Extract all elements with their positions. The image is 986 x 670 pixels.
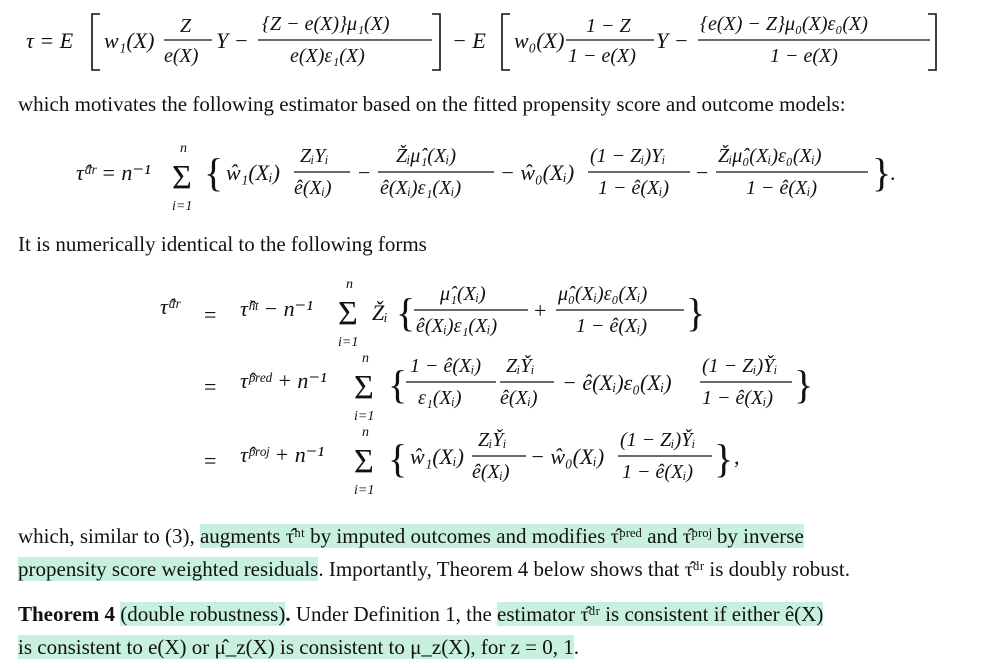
- eq3-lhs: τ̂ᵈʳ: [160, 294, 180, 319]
- eq2-f1-den: ê(Xᵢ): [294, 177, 332, 199]
- eq1-frac2-den: e(X)ε₁(X): [290, 45, 365, 67]
- eq3-row2-sum-top: n: [362, 351, 369, 366]
- theorem-highlight2: is consistent to e(X) or μ̂_z(X) is consistent to μ_z(X), for z = 0, 1: [18, 635, 574, 659]
- eq3-row1-sum-bot: i=1: [338, 335, 359, 350]
- eq3-row2-sigma: Σ: [354, 369, 374, 406]
- eq1-frac4-num: {e(X) − Z}μ₀(X)ε₀(X): [700, 13, 868, 35]
- eq1-frac1-num: Z: [180, 15, 192, 37]
- eq3-row2-f2-num: ZᵢY̌ᵢ: [506, 355, 535, 377]
- eq3-row3-brace-right: }: [714, 436, 734, 481]
- eq3-row2-mid: − ê(Xᵢ)ε₀(Xᵢ): [562, 370, 672, 395]
- eq3-row2-brace-right: }: [794, 362, 814, 407]
- eq2-lhs: τ̂ᵈʳ = n⁻¹: [76, 160, 151, 185]
- eq2-f2-den: ê(Xᵢ)ε₁(Xᵢ): [380, 177, 462, 199]
- eq3-row3-eq: =: [204, 448, 217, 473]
- eq3-row3-sigma: Σ: [354, 443, 374, 480]
- eq3-row1-lead: τ̂ʰᵗ − n⁻¹: [240, 296, 313, 321]
- eq1-term1: w₁(X): [104, 28, 155, 53]
- eq2-sum-bot: i=1: [172, 199, 193, 214]
- eq2-f3-den: 1 − ê(Xᵢ): [598, 177, 670, 199]
- eq2-brace-left: {: [204, 150, 224, 195]
- eq1-bracket2-right: [928, 14, 936, 70]
- eq1-frac1-den: e(X): [164, 45, 199, 67]
- eq3-row1-f1-den: ê(Xᵢ)ε₁(Xᵢ): [416, 315, 498, 337]
- theorem-text1: Under Definition 1, the: [290, 602, 498, 626]
- theorem-highlight1: estimator τ̂ᵈʳ is consistent if either ê(X): [497, 602, 824, 626]
- eq3-row3-f1-den: ê(Xᵢ): [472, 461, 510, 483]
- eq3-row2-brace-left: {: [388, 362, 408, 407]
- paragraph-identical: It is numerically identical to the following forms: [18, 232, 427, 256]
- eq1-mid: − E: [452, 28, 486, 53]
- eq3-row2-f1-den: ε₁(Xᵢ): [418, 387, 462, 409]
- eq1-frac2-num: {Z − e(X)}μ₁(X): [262, 13, 390, 35]
- eq3-row3-f2-num: (1 − Zᵢ)Y̌ᵢ: [620, 429, 696, 451]
- eq3-row2-sum-bot: i=1: [354, 409, 375, 424]
- eq1-y1: Y −: [216, 28, 249, 53]
- eq3-row3-sum-bot: i=1: [354, 483, 375, 498]
- theorem-line2: [18, 631, 968, 663]
- eq1-bracket2-left: [502, 14, 510, 70]
- theorem-paren: (double robustness): [120, 602, 286, 626]
- eq2-minus1: −: [358, 160, 371, 185]
- eq1-bracket-left: [92, 14, 100, 70]
- paragraph-augments-line1: [18, 520, 968, 552]
- eq3-row2-f3-den: 1 − ê(Xᵢ): [702, 387, 774, 409]
- paragraph-motivation: which motivates the following estimator based on the fitted propensity score and outcome models:: [18, 92, 846, 116]
- eq3-row1-sigma: Σ: [338, 295, 358, 332]
- eq3-row3-f1-num: ZᵢY̌ᵢ: [478, 429, 507, 451]
- para3-text-a: which, similar to (3),: [18, 524, 200, 548]
- eq3-row2-f3-num: (1 − Zᵢ)Y̌ᵢ: [702, 355, 778, 377]
- eq3-row1-plus: +: [534, 298, 547, 323]
- eq3-row1-sum-top: n: [346, 277, 353, 292]
- para3-text-d: . Importantly, Theorem 4 below shows that τ̂ᵈʳ is doubly robust.: [318, 557, 850, 581]
- eq3-row2-f2-den: ê(Xᵢ): [500, 387, 538, 409]
- eq3-row3-brace-left: {: [388, 436, 408, 481]
- paragraph-augments-line2: [18, 553, 968, 585]
- theorem-dot: .: [285, 602, 291, 626]
- eq3-row1-f2-num: μ̂₀(Xᵢ)ε₀(Xᵢ): [558, 283, 648, 305]
- eq1-frac4-den: 1 − e(X): [770, 45, 838, 67]
- equation-dr-estimator: [0, 130, 986, 220]
- eq1-frac3-den: 1 − e(X): [568, 45, 636, 67]
- eq2-f1-num: ZᵢYᵢ: [300, 145, 329, 167]
- eq2-end: .: [890, 160, 896, 185]
- eq2-minus2: −: [696, 160, 709, 185]
- eq3-row3-f2-den: 1 − ê(Xᵢ): [622, 461, 694, 483]
- equation-forms: [0, 272, 986, 508]
- eq3-row3-sum-top: n: [362, 425, 369, 440]
- eq2-w0: − ŵ₀(Xᵢ): [500, 160, 575, 185]
- eq2-f4-num: Žᵢμ̂₀(Xᵢ)ε₀(Xᵢ): [718, 145, 822, 167]
- eq3-row1-z: Žᵢ: [372, 300, 388, 325]
- equation-tau-identity: [0, 0, 986, 80]
- eq2-sigma: Σ: [172, 159, 192, 196]
- para3-highlight-b: augments τ̂ʰᵗ by imputed outcomes and modifies τ̂ᵖʳᵉᵈ and τ̂ᵖʳᵒʲ by inverse: [199, 524, 804, 548]
- eq3-row3-end: ,: [734, 444, 740, 469]
- eq1-frac3-num: 1 − Z: [586, 15, 631, 37]
- eq2-f4-den: 1 − ê(Xᵢ): [746, 177, 818, 199]
- eq3-row2-eq: =: [204, 374, 217, 399]
- eq3-row3-lead: τ̂ᵖʳᵒʲ + n⁻¹: [240, 442, 324, 467]
- eq2-brace-right: }: [872, 150, 892, 195]
- eq1-lhs: τ = E: [26, 28, 74, 53]
- eq3-row1-eq: =: [204, 302, 217, 327]
- eq3-row1-f2-den: 1 − ê(Xᵢ): [576, 315, 648, 337]
- theorem-end: .: [573, 635, 579, 659]
- eq3-row1-brace-left: {: [396, 290, 416, 335]
- eq3-row1-f1-num: μ̂₁(Xᵢ): [440, 283, 486, 305]
- eq2-f3-num: (1 − Zᵢ)Yᵢ: [590, 145, 666, 167]
- eq2-w1: ŵ₁(Xᵢ): [226, 160, 280, 185]
- eq3-row1-brace-right: }: [686, 290, 706, 335]
- theorem-label: Theorem 4: [18, 602, 116, 626]
- eq3-row3-w0: − ŵ₀(Xᵢ): [530, 444, 605, 469]
- eq3-row2-f1-num: 1 − ê(Xᵢ): [410, 355, 482, 377]
- para3-highlight-c: propensity score weighted residuals: [18, 557, 319, 581]
- theorem-line1: [18, 598, 968, 630]
- eq1-y2: Y −: [656, 28, 689, 53]
- eq2-f2-num: Žᵢμ̂₁(Xᵢ): [396, 145, 456, 167]
- eq3-row3-w1: ŵ₁(Xᵢ): [410, 444, 464, 469]
- eq1-term2: w₀(X): [514, 28, 565, 53]
- eq3-row2-lead: τ̂ᵖʳᵉᵈ + n⁻¹: [240, 368, 327, 393]
- eq2-sum-top: n: [180, 141, 187, 156]
- eq1-bracket-right: [432, 14, 440, 70]
